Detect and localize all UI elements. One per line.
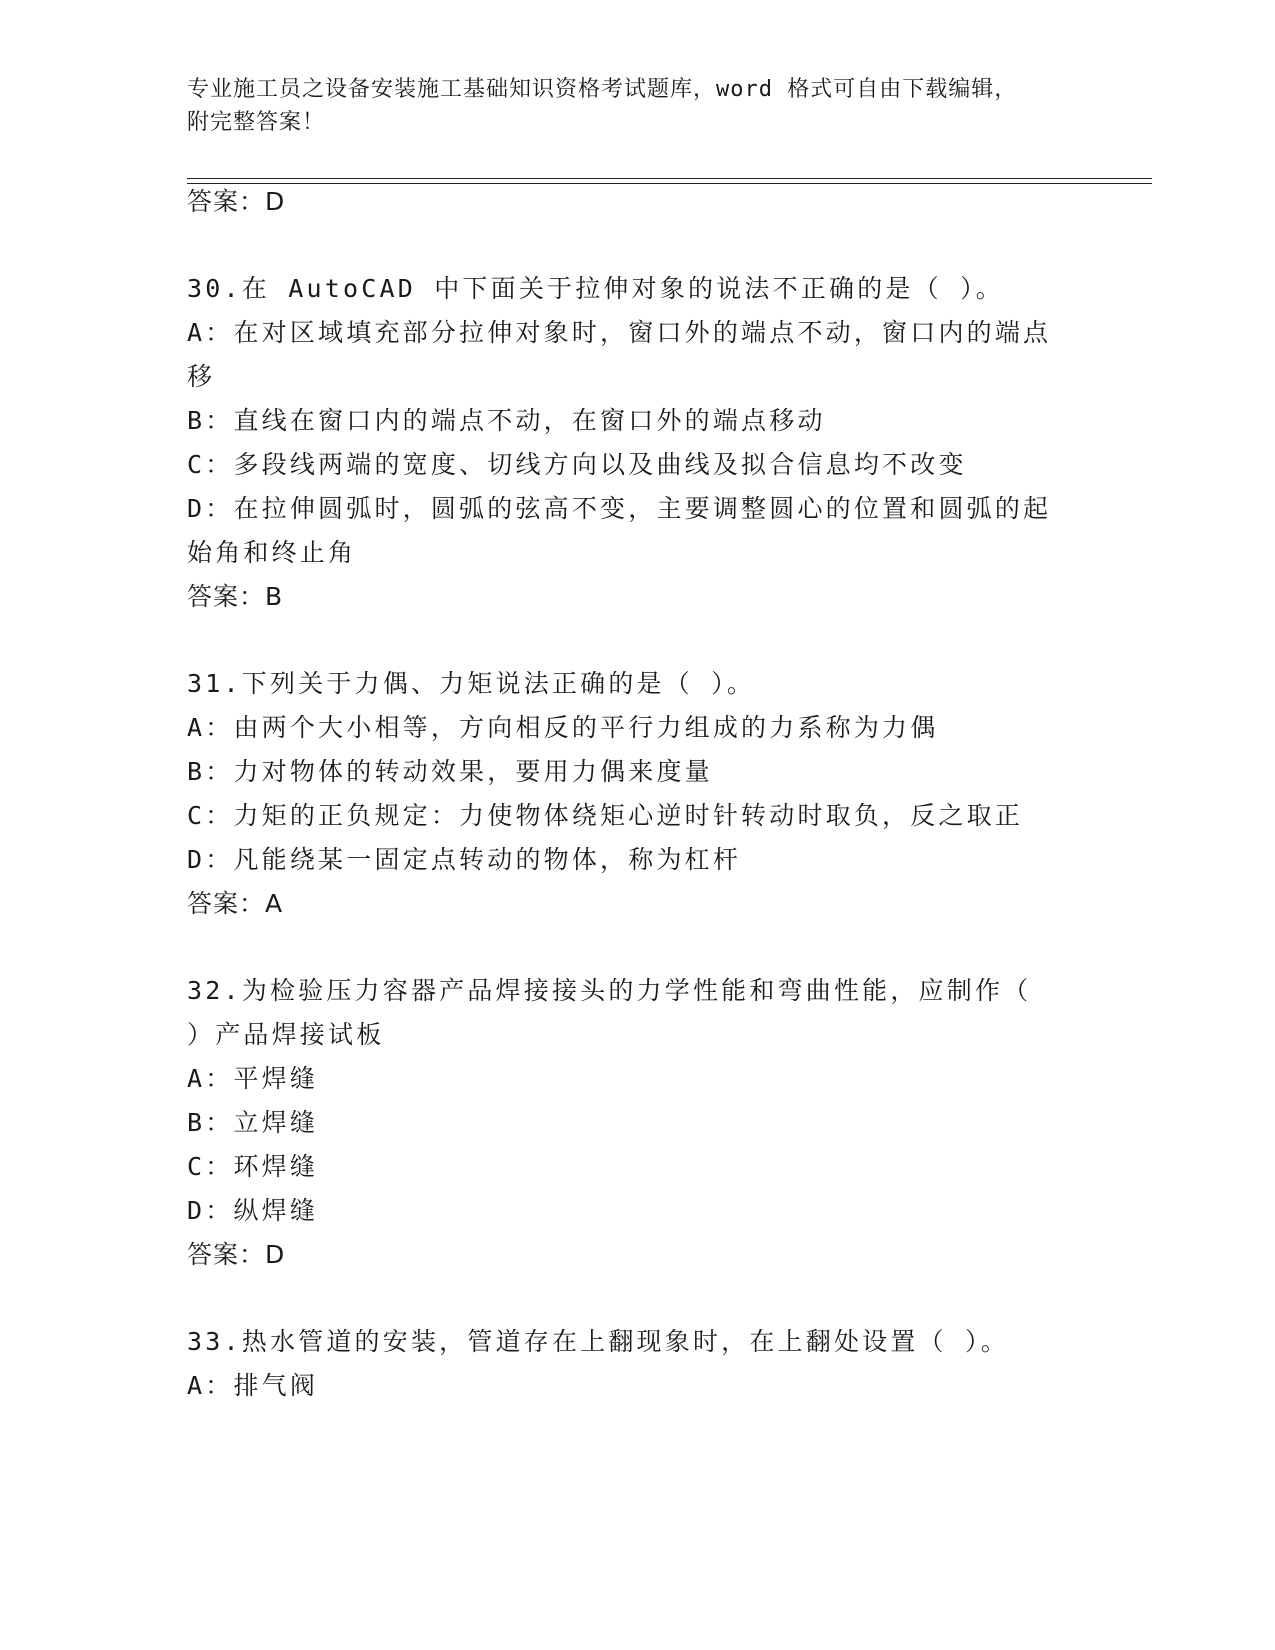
answer-previous: 答案：D	[187, 187, 286, 216]
question-30-option-c: C：多段线两端的宽度、切线方向以及曲线及拟合信息均不改变	[187, 450, 967, 479]
question-30-answer: 答案：B	[187, 582, 284, 611]
document-header	[187, 73, 1067, 139]
question-31-option-d: D：凡能绕某一固定点转动的物体，称为杠杆	[187, 845, 742, 874]
header-divider-top	[187, 178, 1152, 179]
question-31-option-c: C：力矩的正负规定：力使物体绕矩心逆时针转动时取负，反之取正	[187, 801, 1024, 830]
question-32-answer: 答案：D	[187, 1240, 286, 1269]
header-line-1: 专业施工员之设备安装施工基础知识资格考试题库，word 格式可自由下载编辑，	[187, 77, 1018, 102]
question-33-option-a: A：排气阀	[187, 1371, 319, 1400]
question-31-option-a: A：由两个大小相等，方向相反的平行力组成的力系称为力偶	[187, 713, 939, 742]
question-32-option-d: D：纵焊缝	[187, 1196, 319, 1225]
question-33-stem: 33.热水管道的安装，管道存在上翻现象时，在上翻处设置（ ）。	[187, 1327, 1009, 1356]
question-31-option-b: B：力对物体的转动效果，要用力偶来度量	[187, 757, 713, 786]
question-32-option-c: C：环焊缝	[187, 1152, 319, 1181]
question-32-option-b: B：立焊缝	[187, 1108, 319, 1137]
question-30-option-a: A：在对区域填充部分拉伸对象时，窗口外的端点不动，窗口内的端点	[187, 318, 1052, 347]
question-32-option-a: A：平焊缝	[187, 1064, 319, 1093]
question-30-option-d: D：在拉伸圆弧时，圆弧的弦高不变，主要调整圆心的位置和圆弧的起	[187, 494, 1052, 523]
question-30-option-a-cont: 移	[187, 362, 216, 391]
question-32-stem: 32.为检验压力容器产品焊接接头的力学性能和弯曲性能，应制作（	[187, 976, 1032, 1005]
question-30-option-d-cont: 始角和终止角	[187, 538, 357, 567]
question-32-stem-cont: ）产品焊接试板	[187, 1020, 385, 1049]
question-31-answer: 答案：A	[187, 889, 284, 918]
question-31-stem: 31.下列关于力偶、力矩说法正确的是（ ）。	[187, 669, 756, 698]
question-30-stem: 30.在 AutoCAD 中下面关于拉伸对象的说法不正确的是（ ）。	[187, 274, 1004, 303]
header-line-2: 附完整答案！	[187, 110, 326, 135]
header-divider-bottom	[187, 183, 1152, 184]
question-30-option-b: B：直线在窗口内的端点不动，在窗口外的端点移动	[187, 406, 826, 435]
